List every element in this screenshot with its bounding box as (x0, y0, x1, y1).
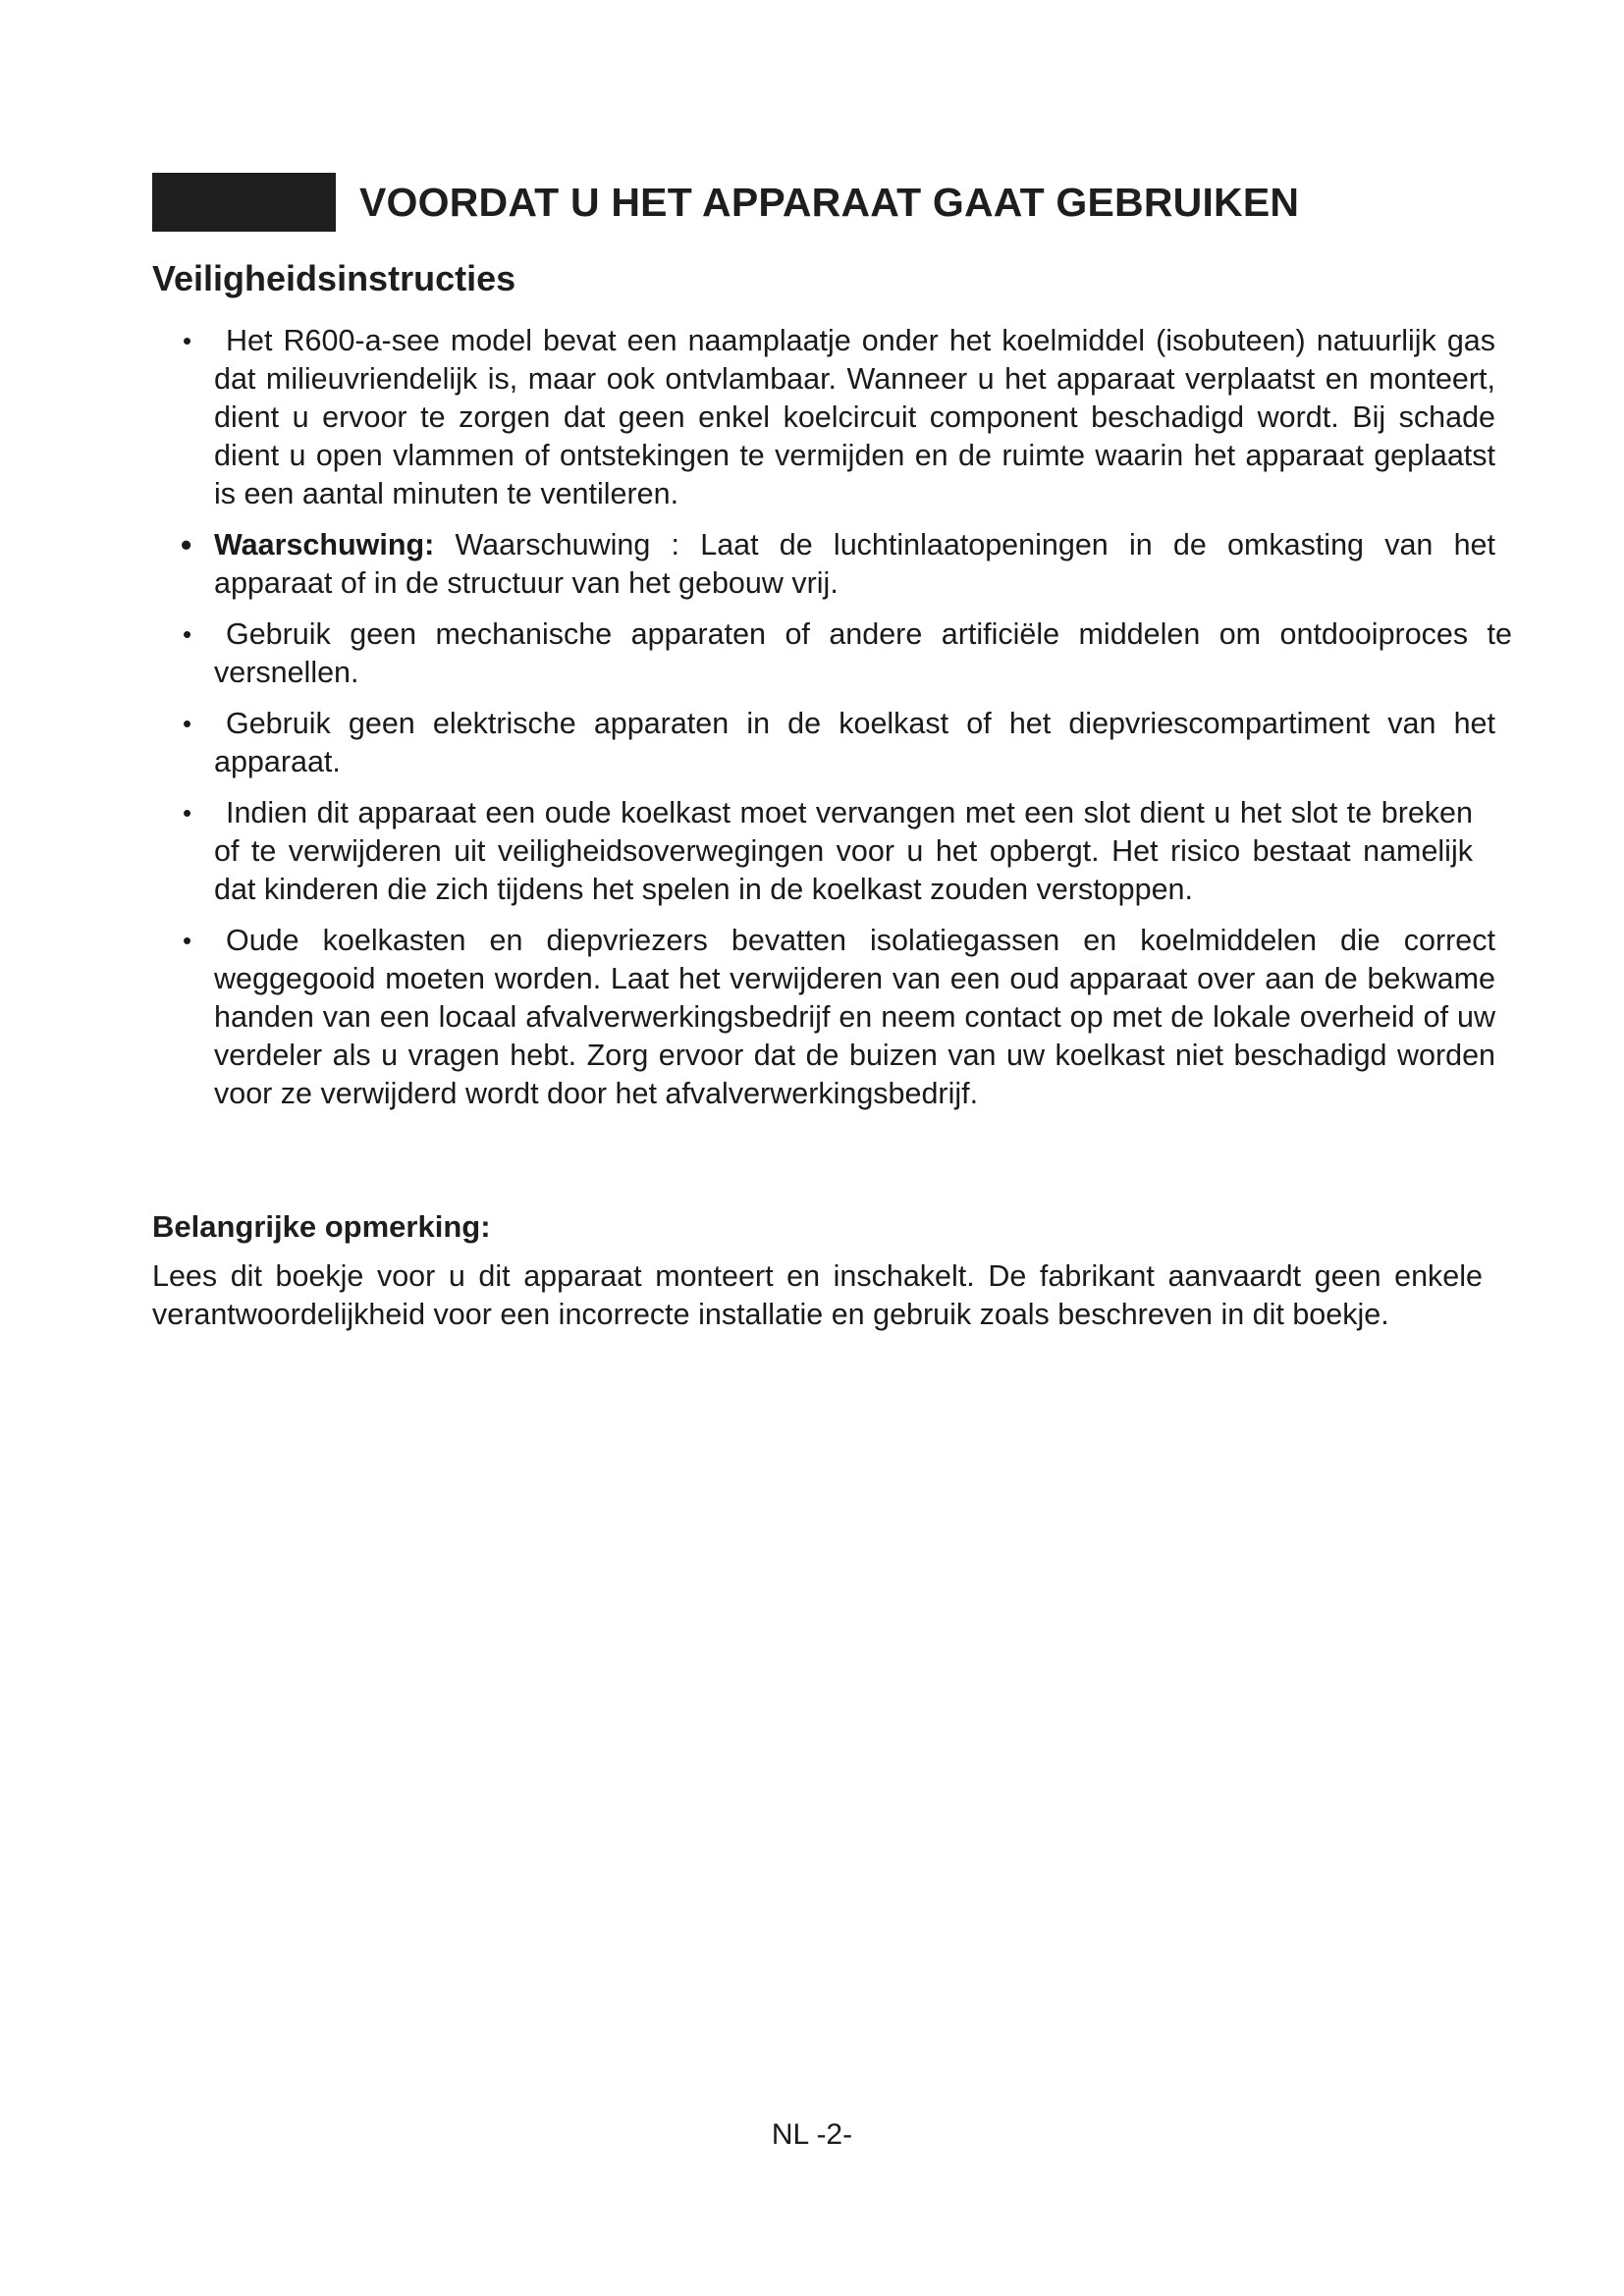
list-item-text: Waarschuwing : Laat de luchtinlaatopeningen in de omkasting van het apparaat of in de structuur van het gebouw vrij. (214, 528, 1495, 600)
list-item-text: Indien dit apparaat een oude koelkast moet vervangen met een slot dient u het slot te breken of te verwijderen uit veiligheidsoverwegingen voor u het opbergt. Het risico bestaat namelijk dat kinderen die zich tijdens het spelen in de koelkast zouden verstoppen. (214, 796, 1473, 906)
list-item-warning (167, 526, 1495, 603)
warning-label: Waarschuwing: (214, 528, 435, 561)
list-item-text: Gebruik geen elektrische apparaten in de koelkast of het diepvriescompartiment van het apparaat. (214, 707, 1495, 778)
header-black-bar (152, 173, 336, 232)
bullet-icon: • (183, 709, 192, 738)
list-item-text: Oude koelkasten en diepvriezers bevatten isolatiegassen en koelmiddelen die correct weggegooid moeten worden. Laat het verwijderen van een oud apparaat over aan de bekwame handen van een locaal afvalverwerkingsbedrijf en neem contact op met de lokale overheid of uw verdeler als u vragen hebt. Zorg ervoor dat de buizen van uw koelkast niet beschadigd worden voor ze verwijderd wordt door het afvalverwerkingsbedrijf. (214, 924, 1495, 1110)
list-item (167, 615, 1512, 692)
bullet-icon: • (183, 619, 192, 649)
list-item-text: Het R600-a-see model bevat een naamplaatje onder het koelmiddel (isobuteen) natuurlijk gas dat milieuvriendelijk is, maar ook ontvlambaar. Wanneer u het apparaat verplaatst en monteert, dient u ervoor te zorgen dat geen enkel koelcircuit component beschadigd wordt. Bij schade dient u open vlammen of ontstekingen te vermijden en de ruimte waarin het apparaat geplaatst is een aantal minuten te ventileren. (214, 324, 1495, 510)
list-item (167, 794, 1473, 909)
bullet-icon: • (181, 527, 192, 562)
page-number: NL -2- (771, 2118, 853, 2151)
safety-instructions-list (167, 322, 1542, 1126)
list-item-text: Gebruik geen mechanische apparaten of andere artificiële middelen om ontdooiproces te versnellen. (214, 617, 1512, 689)
list-item (167, 922, 1495, 1113)
section-title: Veiligheidsinstructies (152, 258, 516, 298)
list-item (167, 322, 1495, 513)
page-header (152, 173, 1299, 232)
page-title: VOORDAT U HET APPARAAT GAAT GEBRUIKEN (359, 179, 1300, 225)
important-note-text: Lees dit boekje voor u dit apparaat monteert en inschakelt. De fabrikant aanvaardt geen enkele verantwoordelijkheid voor een incorrecte installatie en gebruik zoals beschreven in dit boekje. (152, 1259, 1483, 1331)
important-note-title: Belangrijke opmerking: (152, 1209, 491, 1244)
bullet-icon: • (183, 926, 192, 955)
bullet-icon: • (183, 798, 192, 828)
bullet-icon: • (183, 326, 192, 355)
list-item (167, 705, 1495, 781)
